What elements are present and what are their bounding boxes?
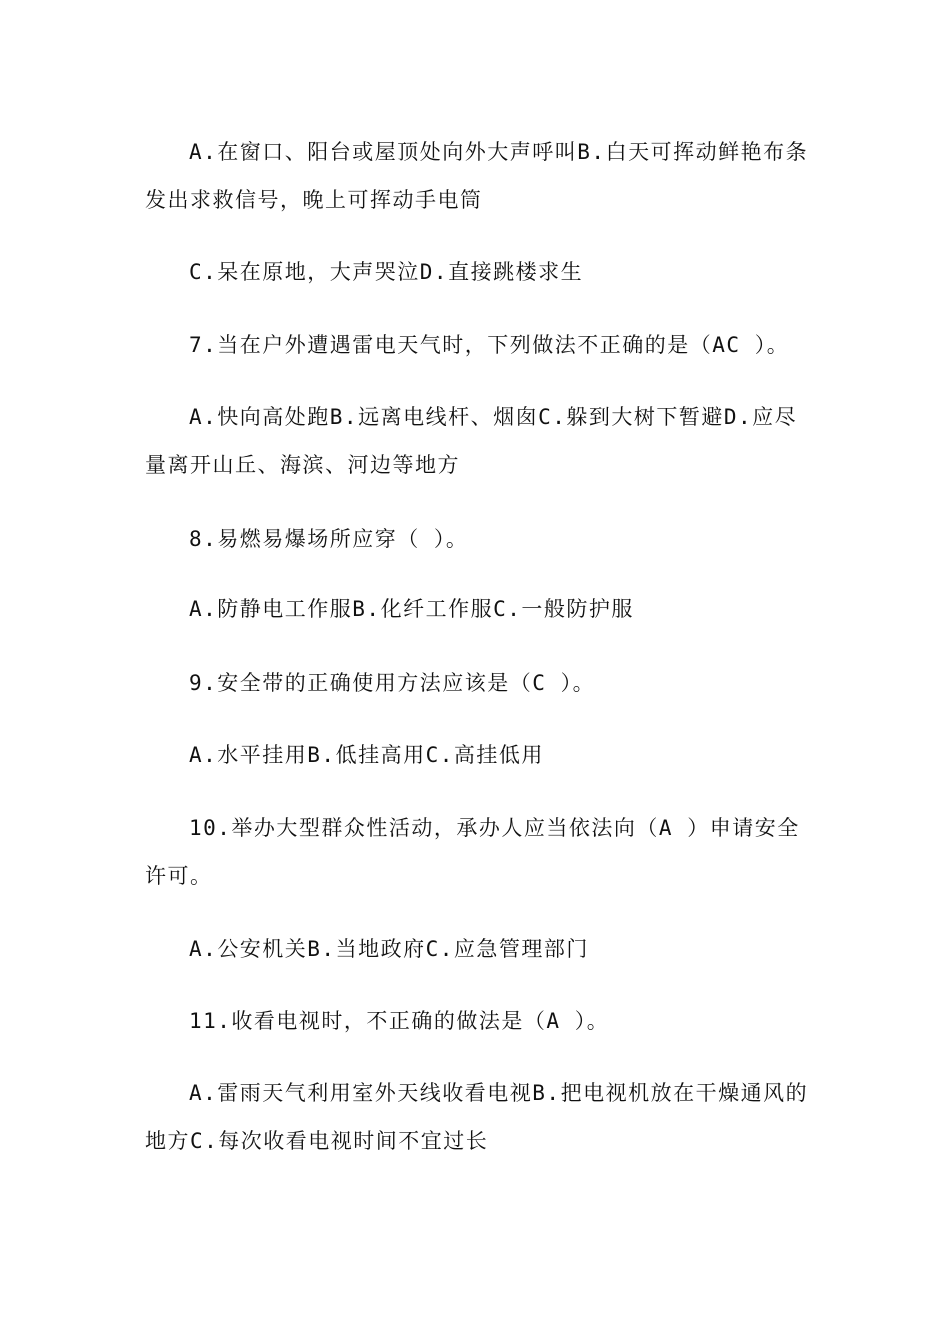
q7-options: A.快向高处跑B.远离电线杆、烟囱C.躲到大树下暂避D.应尽量离开山丘、海滨、河边等地方 xyxy=(145,405,798,477)
q8-options: A.防静电工作服B.化纤工作服C.一般防护服 xyxy=(189,597,634,621)
q9-question: 9.安全带的正确使用方法应该是（C ）。 xyxy=(189,671,596,695)
q7-question: 7.当在户外遭遇雷电天气时，下列做法不正确的是（AC ）。 xyxy=(189,333,790,357)
q11-question: 11.收看电视时，不正确的做法是（A ）。 xyxy=(189,1009,610,1033)
q11-options: A.雷雨天气利用室外天线收看电视B.把电视机放在干燥通风的地方C.每次收看电视时间不宜过长 xyxy=(145,1081,809,1153)
q6-options-ab: A.在窗口、阳台或屋顶处向外大声呼叫B.白天可挥动鲜艳布条发出求救信号，晚上可挥动手电筒 xyxy=(145,140,809,212)
q10-question: 10.举办大型群众性活动，承办人应当依法向（A ）申请安全许可。 xyxy=(145,816,800,888)
q6-options-cd: C.呆在原地，大声哭泣D.直接跳楼求生 xyxy=(189,260,584,284)
q8-question: 8.易燃易爆场所应穿（ ）。 xyxy=(189,527,469,551)
q9-options: A.水平挂用B.低挂高用C.高挂低用 xyxy=(189,743,544,767)
q10-options: A.公安机关B.当地政府C.应急管理部门 xyxy=(189,937,589,961)
